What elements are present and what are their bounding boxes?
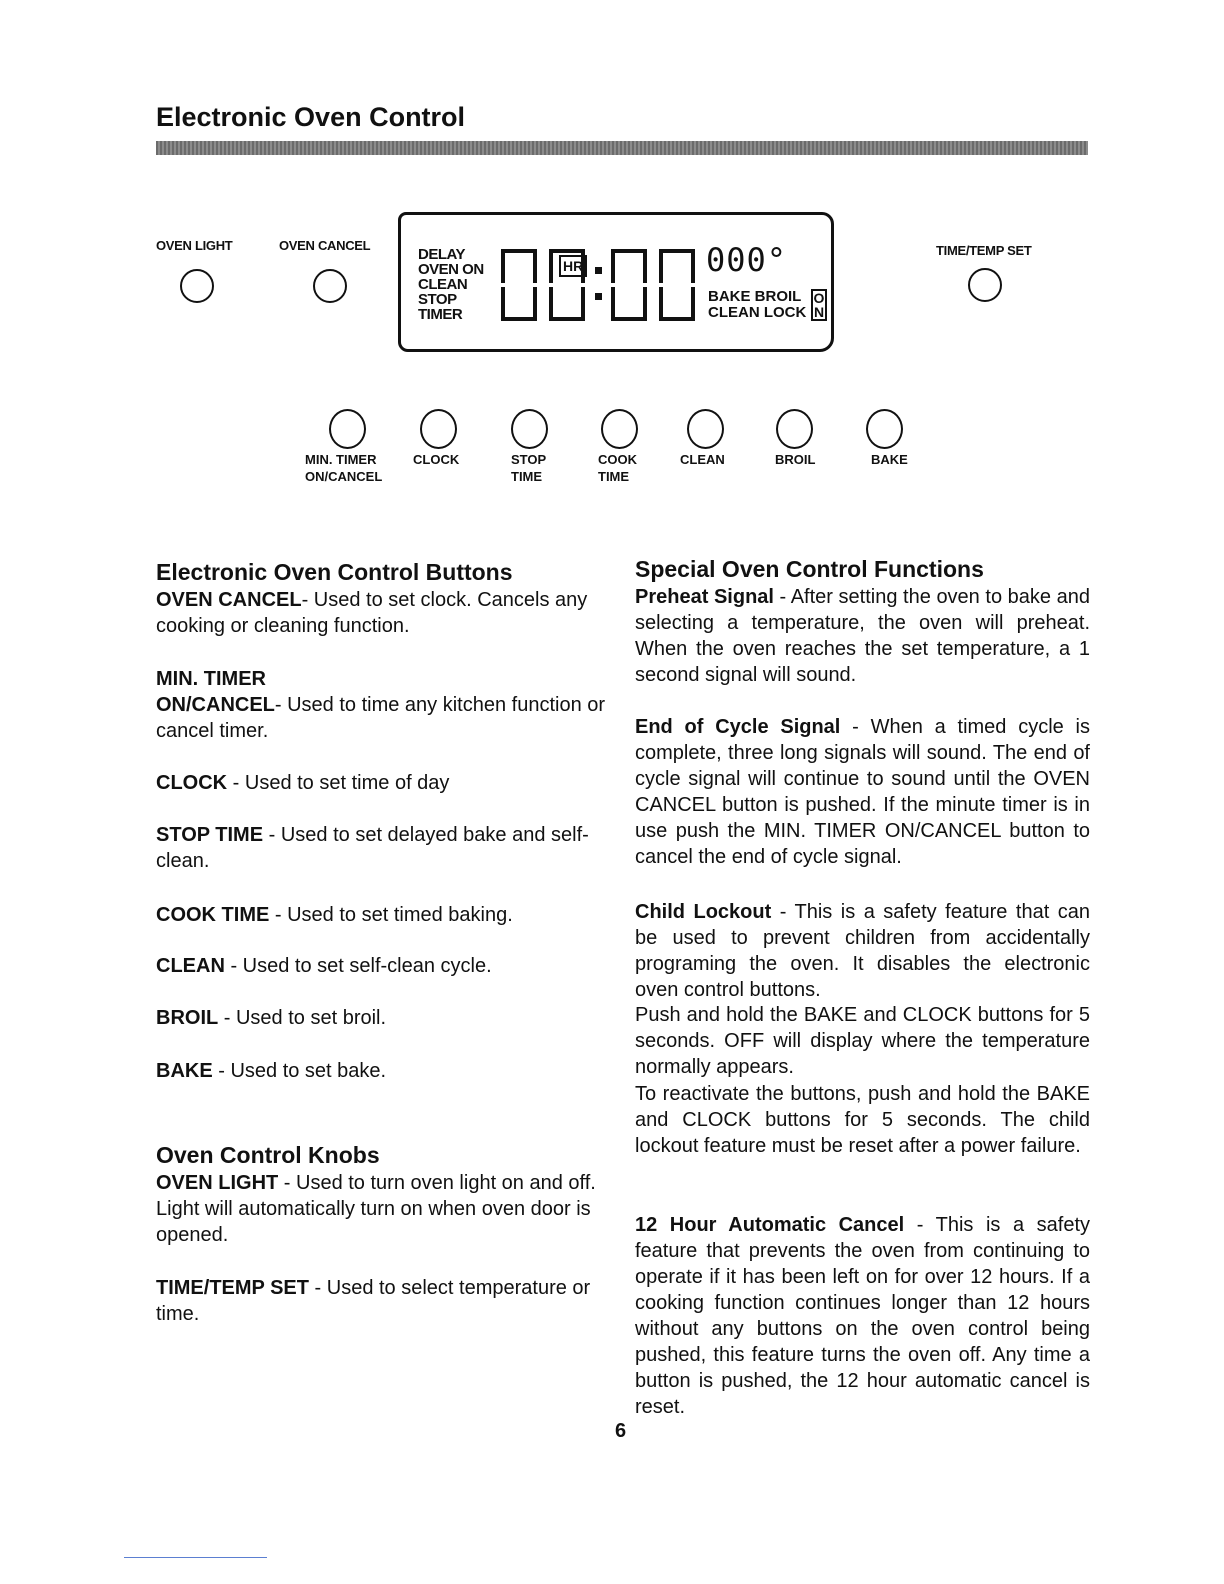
desc-cook-time: COOK TIME - Used to set timed baking. [156,904,513,926]
indicator-oven-on: OVEN ON [418,261,484,278]
mode-line-1: BAKE BROIL [708,288,802,305]
broil-button[interactable] [776,409,813,449]
clock-button[interactable] [420,409,457,449]
desc-child-lockout-push: Push and hold the BAKE and CLOCK buttons for 5 seconds. OFF will display where the temperature normally appears. [635,1004,1090,1078]
on-box-o: O [813,290,825,306]
cook-time-button[interactable] [601,409,638,449]
on-box-indicator [811,289,827,321]
mode-line-2: CLEAN LOCK [708,304,807,321]
indicator-stop: STOP [418,291,457,308]
desc-child-lockout: Child Lockout - This is a safety feature that can be used to prevent children from accidentally programing the oven. It disables the electronic oven control buttons. [635,901,1090,1001]
desc-stop-time: STOP TIME - Used to set delayed bake and self-clean. [156,824,589,872]
stop-time-label: STOP TIME [511,452,547,484]
desc-oven-cancel: OVEN CANCEL- Used to set clock. Cancels any cooking or cleaning function. [156,589,588,637]
desc-end-of-cycle: End of Cycle Signal - When a timed cycle is complete, three long signals will sound. The end of cycle signal will continue to sound until the OVEN CANCEL button is pushed. If the minute timer is in use push the MIN. TIMER ON/CANCEL button to cancel the end of cycle signal. [635,716,1090,868]
stop-time-button[interactable] [511,409,548,449]
oven-cancel-label: OVEN CANCEL [279,238,371,253]
broil-label: BROIL [775,452,816,467]
desc-oven-light: OVEN LIGHT - Used to turn oven light on and off. Light will automatically turn on when oven door is opened. [156,1172,596,1246]
min-timer-label: MIN. TIMER ON/CANCEL [305,452,383,484]
indicator-delay: DELAY [418,246,465,263]
hr-indicator: HR [559,255,587,277]
title-rule [156,141,1088,155]
time-temp-set-label: TIME/TEMP SET [936,243,1032,258]
buttons-heading: Electronic Oven Control Buttons [156,559,513,585]
on-box-n: N [813,304,825,320]
desc-clock: CLOCK - Used to set time of day [156,772,450,794]
oven-cancel-knob[interactable] [313,269,347,303]
page-number: 6 [615,1420,627,1442]
footer-line [124,1557,267,1558]
oven-light-label: OVEN LIGHT [156,238,233,253]
desc-child-lockout-reactivate: To reactivate the buttons, push and hold the BAKE and CLOCK buttons for 5 seconds. The child lockout feature must be reset after a power failure. [635,1083,1090,1157]
temp-readout: 000° [706,241,788,279]
seven-segment-digits [499,245,699,325]
desc-min-timer-heading: MIN. TIMER [156,668,266,690]
clock-label: CLOCK [413,452,460,467]
indicator-timer: TIMER [418,306,463,323]
page-title: Electronic Oven Control [156,102,466,132]
indicator-clean: CLEAN [418,276,468,293]
desc-preheat-signal: Preheat Signal - After setting the oven to bake and selecting a temperature, the oven will preheat. When the oven reaches the set temperature, a 1 second signal will sound. [635,586,1090,686]
lcd-display [398,212,834,352]
min-timer-button[interactable] [329,409,366,449]
desc-time-temp-set: TIME/TEMP SET - Used to select temperature or time. [156,1277,591,1325]
desc-broil: BROIL - Used to set broil. [156,1007,387,1029]
cook-time-label: COOK TIME [598,452,637,484]
bake-label: BAKE [871,452,908,467]
desc-12-hour-cancel: 12 Hour Automatic Cancel - This is a safety feature that prevents the oven from continuing to operate if it has been left on for over 12 hours. If a cooking function continues longer than 12 hours without any buttons on the oven control being pushed, this feature turns the oven off. Any time a button is pushed, the 12 hour automatic cancel is reset. [635,1214,1090,1418]
knobs-heading: Oven Control Knobs [156,1142,380,1168]
clean-button[interactable] [687,409,724,449]
desc-clean: CLEAN - Used to set self-clean cycle. [156,955,492,977]
desc-on-cancel: ON/CANCEL- Used to time any kitchen function or cancel timer. [156,694,606,742]
oven-light-knob[interactable] [180,269,214,303]
clean-label: CLEAN [680,452,725,467]
time-temp-set-knob[interactable] [968,268,1002,302]
special-functions-heading: Special Oven Control Functions [635,556,984,582]
desc-bake: BAKE - Used to set bake. [156,1060,387,1082]
bake-button[interactable] [866,409,903,449]
